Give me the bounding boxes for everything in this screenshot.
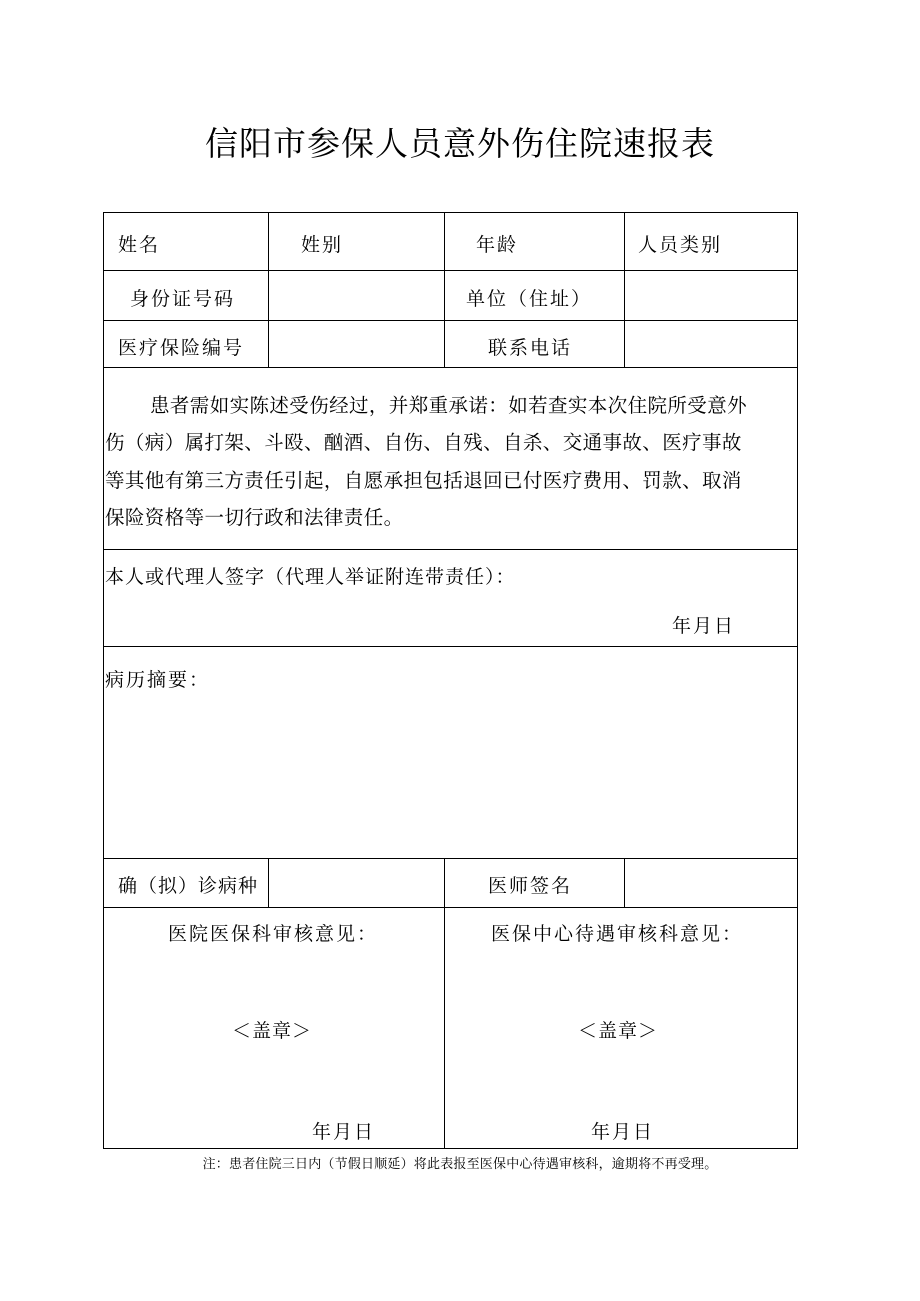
category-label: 人员类别 <box>638 234 723 256</box>
statement-paragraph <box>104 387 797 425</box>
row-divider <box>104 367 797 368</box>
column-divider <box>444 213 445 367</box>
column-divider <box>624 213 625 367</box>
center-review-label: 医保中心待遇审核科意见： <box>491 923 744 945</box>
statement-line-3: 等其他有第三方责任引起，自愿承担包括退回已付医疗费用、罚款、取消 <box>105 469 742 492</box>
center-seal: ＜盖章＞ <box>578 1020 659 1042</box>
id-number-label: 身份证号码 <box>130 288 236 310</box>
statement-paragraph <box>104 424 797 462</box>
row-divider <box>104 646 797 647</box>
name-label: 姓名 <box>118 234 161 256</box>
footnote: 注：患者住院三日内（节假日顺延）将此表报至医保中心待遇审核科，逾期将不再受理。 <box>202 1157 718 1172</box>
statement-paragraph <box>104 499 797 537</box>
row-divider <box>104 320 797 321</box>
row-divider <box>104 858 797 859</box>
statement-line-2: 伤（病）属打架、斗殴、酗酒、自伤、自残、自杀、交通事故、医疗事故 <box>105 431 742 454</box>
age-label: 年龄 <box>476 234 519 256</box>
row-divider <box>104 549 797 550</box>
row-divider <box>104 270 797 271</box>
column-divider <box>444 858 445 907</box>
doctor-signature-label: 医师签名 <box>488 875 573 897</box>
column-divider <box>444 907 445 1149</box>
report-form <box>103 212 798 1149</box>
column-divider <box>268 858 269 907</box>
signature-label: 本人或代理人签字（代理人举证附连带责任）： <box>105 566 516 588</box>
hospital-review-date: 年月日 <box>312 1121 376 1143</box>
hospital-seal: ＜盖章＞ <box>232 1020 313 1042</box>
signature-date: 年月日 <box>672 615 736 637</box>
row-divider <box>104 907 797 908</box>
diagnosis-label: 确（拟）诊病种 <box>118 875 259 897</box>
gender-label: 姓别 <box>301 234 344 256</box>
statement-line-1: 患者需如实陈述受伤经过，并郑重承诺：如若查实本次住院所受意外 <box>150 394 748 417</box>
center-review-date: 年月日 <box>591 1121 655 1143</box>
statement-paragraph <box>104 462 797 500</box>
insurance-number-label: 医疗保险编号 <box>118 337 245 359</box>
unit-address-label: 单位（住址） <box>466 288 593 310</box>
medical-history-label: 病历摘要： <box>105 669 211 691</box>
column-divider <box>268 213 269 367</box>
statement-line-4: 保险资格等一切行政和法律责任。 <box>105 506 404 529</box>
page-title: 信阳市参保人员意外伤住院速报表 <box>205 124 715 163</box>
hospital-review-label: 医院医保科审核意见： <box>168 923 379 945</box>
column-divider <box>624 858 625 907</box>
phone-label: 联系电话 <box>488 337 573 359</box>
